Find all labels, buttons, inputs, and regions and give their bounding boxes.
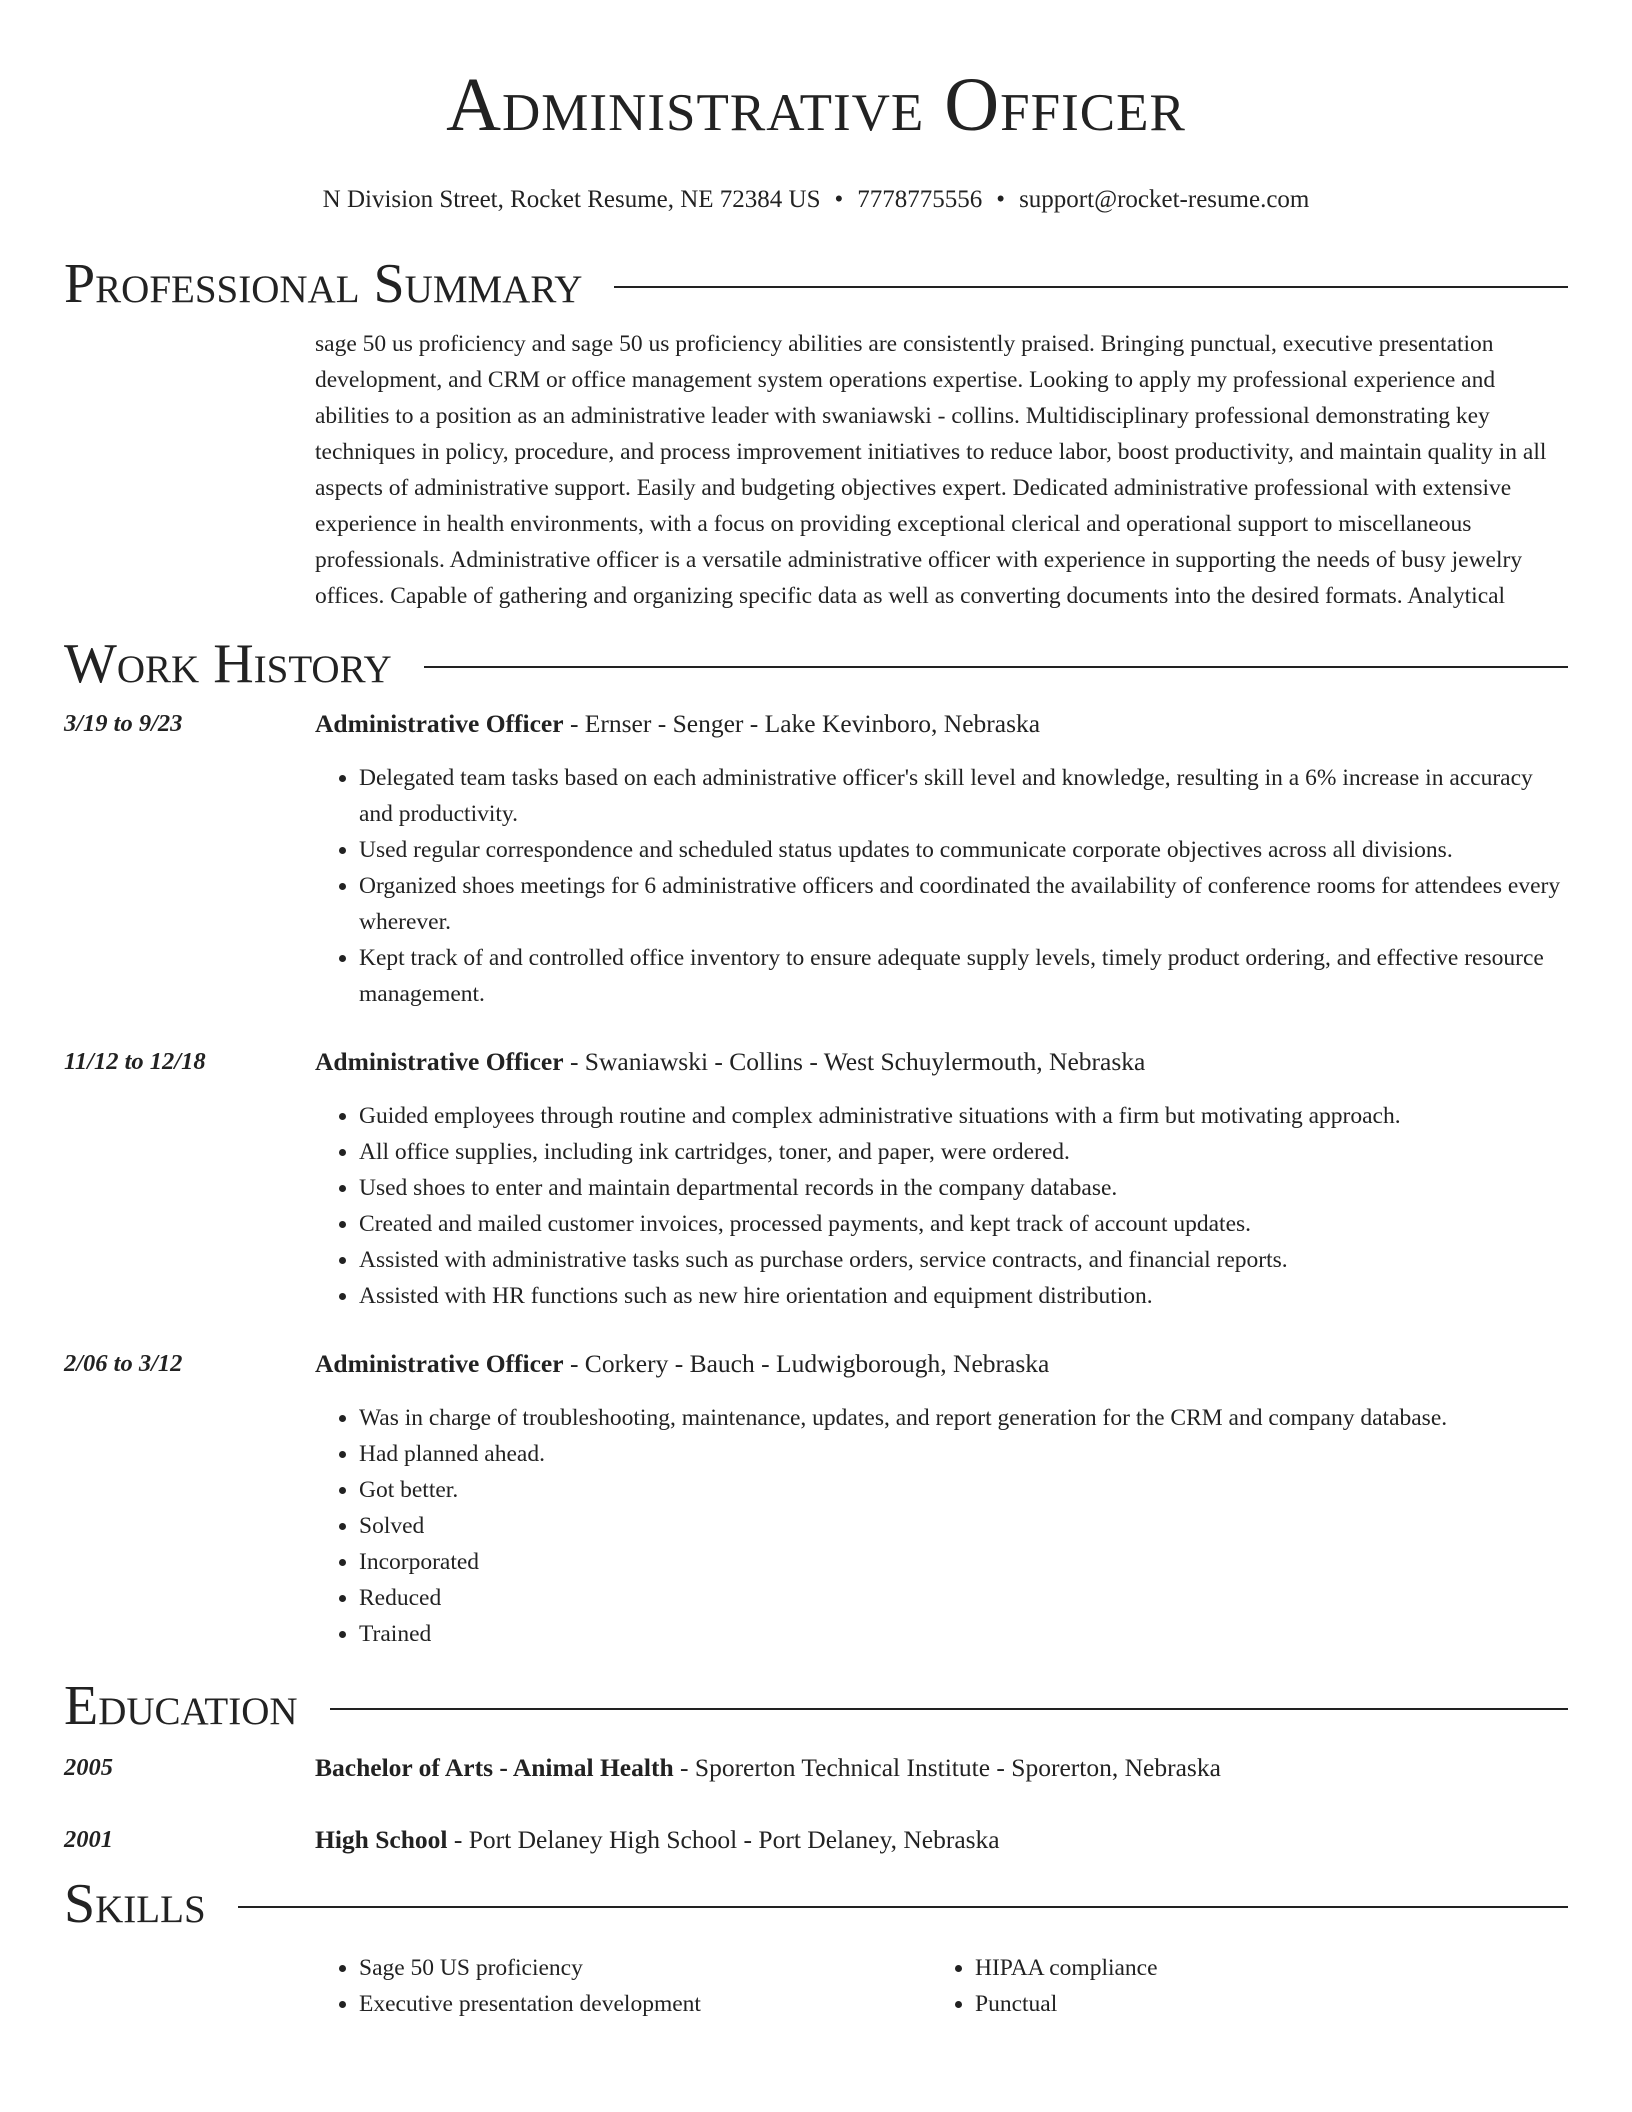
job-bullets — [315, 1098, 1568, 1314]
job-entry — [64, 1044, 1568, 1314]
job-bullet: • Assisted with HR functions such as new hire orientation and equipment distribution. — [359, 1278, 1568, 1314]
job-bullet: • Trained — [359, 1616, 1568, 1652]
job-bullet: • All office supplies, including ink cartridges, toner, and paper, were ordered. — [359, 1134, 1568, 1170]
job-content — [315, 1044, 1568, 1314]
skills-columns — [315, 1950, 1568, 2022]
job-bullet: • Got better. — [359, 1472, 1568, 1508]
education-heading-text: Education — [64, 1675, 298, 1737]
skills-list-left — [315, 1950, 931, 2022]
job-bullets — [315, 1400, 1568, 1652]
education-content — [315, 1750, 1568, 1786]
summary-heading — [64, 252, 1568, 316]
job-bullet: • Solved — [359, 1508, 1568, 1544]
education-year: 2001 — [64, 1826, 113, 1853]
job-details: - Swaniawski - Collins - West Schuylermouth, Nebraska — [563, 1047, 1146, 1076]
education-degree: High School — [315, 1825, 448, 1854]
resume-page — [64, 0, 1568, 2022]
summary-text: sage 50 us proficiency and sage 50 us proficiency abilities are consistently praised. Bringing punctual, executive presentation development, and CRM or office management system operations expertise. Looking to apply my professional experience and abilities to a position as an administrative leader with swaniawski - collins. Multidisciplinary professional demonstrating key techniques in policy, procedure, and process improvement initiatives to reduce labor, boost productivity, and maintain quality in all aspects of administrative support. Easily and budgeting objectives expert. Dedicated administrative professional with extensive experience in health environments, with a focus on providing exceptional clerical and operational support to miscellaneous professionals. Administrative officer is a versatile administrative officer with experience in supporting the needs of busy jewelry offices. Capable of gathering and organizing specific data as well as converting documents into the desired formats. Analytical — [315, 331, 1547, 609]
section-divider — [614, 286, 1568, 288]
skill-item: • Executive presentation development — [359, 1986, 931, 2022]
job-details: - Corkery - Bauch - Ludwigborough, Nebraska — [563, 1349, 1050, 1378]
education-entry — [64, 1750, 1568, 1786]
contact-separator: • — [996, 186, 1006, 213]
education-content — [315, 1822, 1568, 1858]
job-heading — [315, 706, 1568, 742]
job-bullet: • Was in charge of troubleshooting, maintenance, updates, and report generation for the CRM and company database. — [359, 1400, 1568, 1436]
job-bullet: • Incorporated — [359, 1544, 1568, 1580]
skills-heading-text: Skills — [64, 1873, 206, 1935]
section-divider — [238, 1906, 1568, 1908]
job-bullet: • Kept track of and controlled office inventory to ensure adequate supply levels, timely product ordering, and effective resource management. — [359, 940, 1568, 1012]
job-bullets — [315, 760, 1568, 1012]
job-heading — [315, 1044, 1568, 1080]
resume-name: Administrative Officer — [446, 63, 1186, 147]
job-title: Administrative Officer — [315, 709, 564, 738]
summary-heading-text: Professional Summary — [64, 253, 583, 315]
job-bullet: • Organized shoes meetings for 6 administrative officers and coordinated the availability of conference rooms for attendees every wherever. — [359, 868, 1568, 940]
job-bullet: • Guided employees through routine and complex administrative situations with a firm but motivating approach. — [359, 1098, 1568, 1134]
job-bullet: • Delegated team tasks based on each administrative officer's skill level and knowledge, resulting in a 6% increase in accuracy and productivity. — [359, 760, 1568, 832]
skill-item: • Punctual — [975, 1986, 1547, 2022]
job-content — [315, 706, 1568, 1012]
contact-phone: 7778775556 — [857, 186, 983, 213]
job-heading — [315, 1346, 1568, 1382]
education-year: 2005 — [64, 1754, 113, 1781]
education-entry — [64, 1822, 1568, 1858]
job-entry — [64, 1346, 1568, 1652]
job-dates: 2/06 to 3/12 — [64, 1350, 183, 1377]
work-history-heading-text: Work History — [64, 633, 392, 695]
contact-address: N Division Street, Rocket Resume, NE 72384 US — [322, 186, 821, 213]
skill-item: • Sage 50 US proficiency — [359, 1950, 931, 1986]
job-bullet: • Used shoes to enter and maintain departmental records in the company database. — [359, 1170, 1568, 1206]
job-details: - Ernser - Senger - Lake Kevinboro, Nebraska — [563, 709, 1041, 738]
job-entry — [64, 706, 1568, 1012]
section-divider — [330, 1708, 1568, 1710]
job-bullet: • Reduced — [359, 1580, 1568, 1616]
job-bullet: • Had planned ahead. — [359, 1436, 1568, 1472]
skills-heading — [64, 1872, 1568, 1936]
skills-list-right — [931, 1950, 1547, 2022]
job-title: Administrative Officer — [315, 1047, 564, 1076]
skill-item: • HIPAA compliance — [975, 1950, 1547, 1986]
job-bullet: • Used regular correspondence and scheduled status updates to communicate corporate objectives across all divisions. — [359, 832, 1568, 868]
job-bullet: • Assisted with administrative tasks such as purchase orders, service contracts, and financial reports. — [359, 1242, 1568, 1278]
contact-separator: • — [834, 186, 844, 213]
job-dates: 3/19 to 9/23 — [64, 710, 183, 737]
contact-email[interactable]: support@rocket-resume.com — [1019, 186, 1310, 213]
section-divider — [424, 666, 1568, 668]
job-content — [315, 1346, 1568, 1652]
job-title: Administrative Officer — [315, 1349, 564, 1378]
education-heading — [64, 1674, 1568, 1738]
education-details: - Port Delaney High School - Port Delaney, Nebraska — [447, 1825, 1000, 1854]
education-details: - Sporerton Technical Institute - Sporerton, Nebraska — [673, 1753, 1221, 1782]
contact-line — [64, 184, 1568, 216]
job-dates: 11/12 to 12/18 — [64, 1048, 206, 1075]
job-bullet: • Created and mailed customer invoices, processed payments, and kept track of account updates. — [359, 1206, 1568, 1242]
education-degree: Bachelor of Arts - Animal Health — [315, 1753, 674, 1782]
work-history-heading — [64, 632, 1568, 696]
